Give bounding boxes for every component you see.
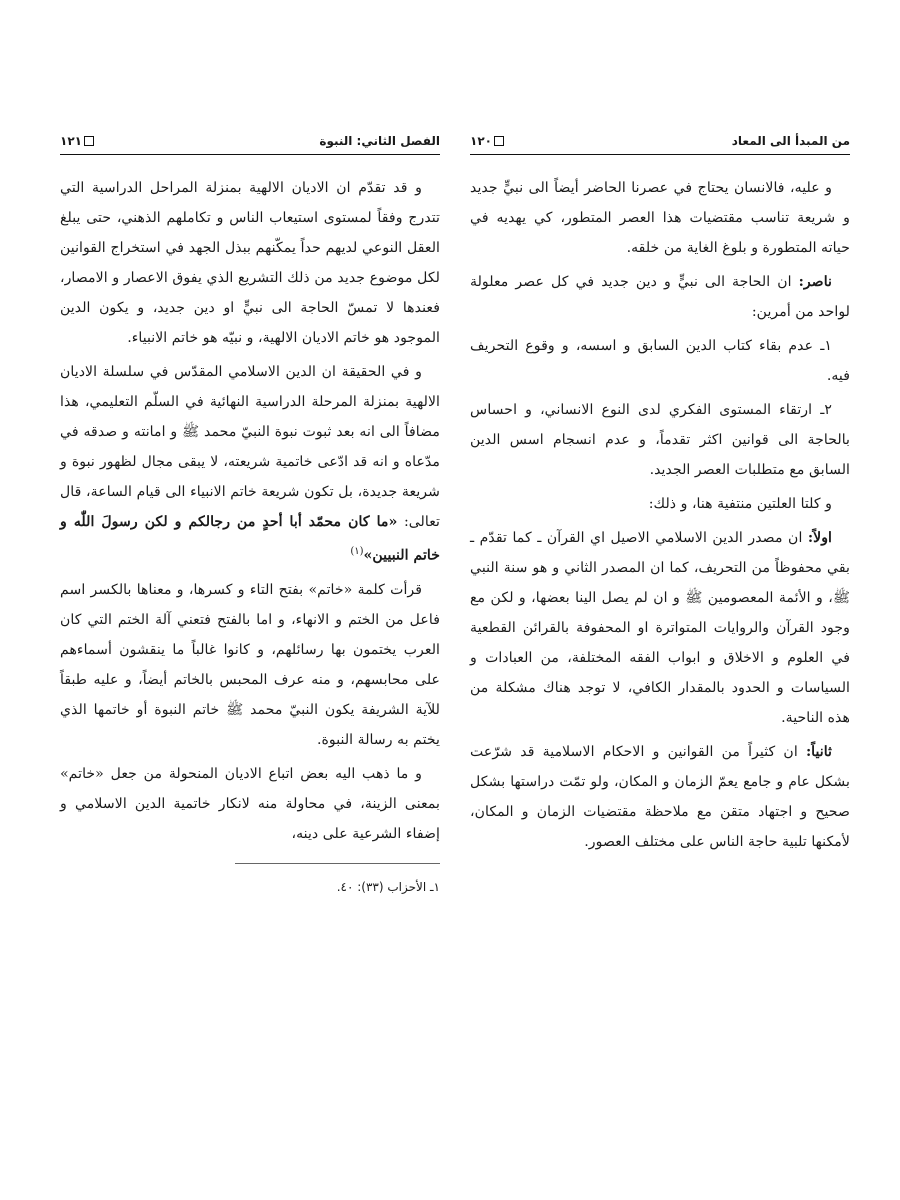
- footnote-ref: (١): [350, 546, 364, 557]
- header-rule: [470, 154, 850, 155]
- speaker-label: ناصر:: [798, 274, 832, 290]
- page-number: [470, 134, 504, 148]
- paragraph-text: و في الحقيقة ان الدين الاسلامي المقدّس في سلسلة الاديان الالهية بمنزلة المرحلة الدراسية النهائية في السلّم التعليمي، هذا مضافاً الى انه بعد ثبوت نبوة النبيّ محمد ﷺ و امانته و صدقه في مدّعاه و انه قد ادّعى خاتمية شريعته، لا يبقى مجال لظهور نبوة و شريعة جديدة، بل تكون شريعة خاتم الانبياء الى قيام الساعة، قال تعالى:: [60, 364, 440, 530]
- paragraph: و ما ذهب اليه بعض اتباع الاديان المنحولة من جعل «خاتم» بمعنى الزينة، في محاولة منه لانكار خاتمية الدين الاسلامي و إضفاء الشرعية على دينه،: [60, 765, 440, 842]
- chapter-title: الفصل الثاني: النبوة: [319, 134, 440, 148]
- list-item: ٢ـ ارتقاء المستوى الفكري لدى النوع الانساني، و احساس بالحاجة الى قوانين اكثر تقدماً، و عدم انسجام اسس الدين السابق مع متطلبات العصر الجديد.: [470, 402, 850, 478]
- page-number-text: ١٢١: [60, 134, 82, 148]
- page-body: [60, 173, 440, 849]
- paragraph-text: ان كثيراً من القوانين و الاحكام الاسلامية قد شرّعت بشكل عام و جامع يعمّ الزمان و المكان، ولو تمّت دراستها بشكل صحيح و اجتهاد متقن مع ملاحظة مقتضيات الزمان و المكان، لأمكنها تلبية حاجة الناس على مختلف العصور.: [470, 744, 850, 850]
- paragraph-text: ان الحاجة الى نبيٍّ و دين جديد في كل عصر معلولة لواحد من أمرين:: [470, 274, 850, 320]
- paragraph: [470, 737, 850, 857]
- book-title: من المبدأ الى المعاد: [731, 134, 850, 148]
- paragraph: و كلتا العلتين منتفية هنا، و ذلك:: [648, 496, 832, 512]
- right-page: [470, 130, 850, 861]
- left-page: [60, 130, 440, 894]
- page-body: [470, 173, 850, 857]
- quran-quote: «ما كان محمّد أبا أحدٍ من رجالكم و لكن رسولَ اللّٰه و خاتم النبيين»: [60, 514, 440, 564]
- paragraph: قرأت كلمة «خاتم» بفتح التاء و كسرها، و معناها بالكسر اسم فاعل من الختم و الانهاء، و اما بالفتح فتعني آلة الختم التي كان العرب يختمون بها رسائلهم، و كانوا غالباً ما ينقشون أسماءهم على محابسهم، و منه عرف المحبس بالخاتم أيضاً، و عليه طبقاً للآية الشريفة يكون النبيّ محمد ﷺ خاتم النبوة أو خاتمها الذي يختم به رسالة النبوة.: [60, 581, 440, 748]
- footnote: ١ـ الأحزاب (٣٣): ٤٠.: [336, 879, 440, 894]
- list-item: ١ـ عدم بقاء كتاب الدين السابق و اسسه، و وقوع التحريف فيه.: [470, 338, 850, 384]
- page-header: [470, 130, 850, 152]
- paragraph: [470, 523, 850, 733]
- header-rule: [60, 154, 440, 155]
- square-icon: [84, 136, 94, 146]
- square-icon: [494, 136, 504, 146]
- paragraph: [470, 267, 850, 327]
- point-label: ثانياً:: [805, 744, 832, 760]
- page-number: [60, 134, 94, 148]
- page-number-text: ١٢٠: [470, 134, 492, 148]
- paragraph-text: ان مصدر الدين الاسلامي الاصيل اي القرآن ـ كما تقدّم ـ بقي محفوظاً من التحريف، كما ان المصدر الثاني و هو سنة النبي ﷺ، و الأئمة المعصومين ﷺ و ان لم يصل الينا بعضها، و لكن مع وجود القرآن والروايات المتواترة او المحفوفة بالقرائن القطعية في العلوم و الاخلاق و ابواب الفقه المختلفة، من العبادات و السياسات و الحدود بالمقدار الكافي، لا توجد هناك مشكلة من هذه الناحية.: [470, 530, 850, 726]
- page-header: [60, 130, 440, 152]
- point-label: اولاً:: [807, 530, 832, 546]
- paragraph: [60, 357, 440, 571]
- footnote-divider: [235, 863, 440, 864]
- paragraph: و قد تقدّم ان الاديان الالهية بمنزلة المراحل الدراسية التي تتدرج وفقاً لمستوى استيعاب الناس و تكاملهم الذهني، حتى يبلغ العقل النوعي لديهم حداً يمكّنهم ببذل الجهد في استخراج القوانين لكل موضوع جديد من ذلك التشريع الذي يفوق الاعصار و الامصار، فعندها لا تمسّ الحاجة الى نبيٍّ او دين جديد، و يكون الدين الموجود هو خاتم الاديان الالهية، و نبيّه هو خاتم الانبياء.: [60, 180, 441, 346]
- paragraph: و عليه، فالانسان يحتاج في عصرنا الحاضر أيضاً الى نبيٍّ جديد و شريعة تناسب مقتضيات هذا العصر المتطور، كي يهديه في حياته المتطورة و بلوغ الغاية من خلقه.: [470, 180, 850, 256]
